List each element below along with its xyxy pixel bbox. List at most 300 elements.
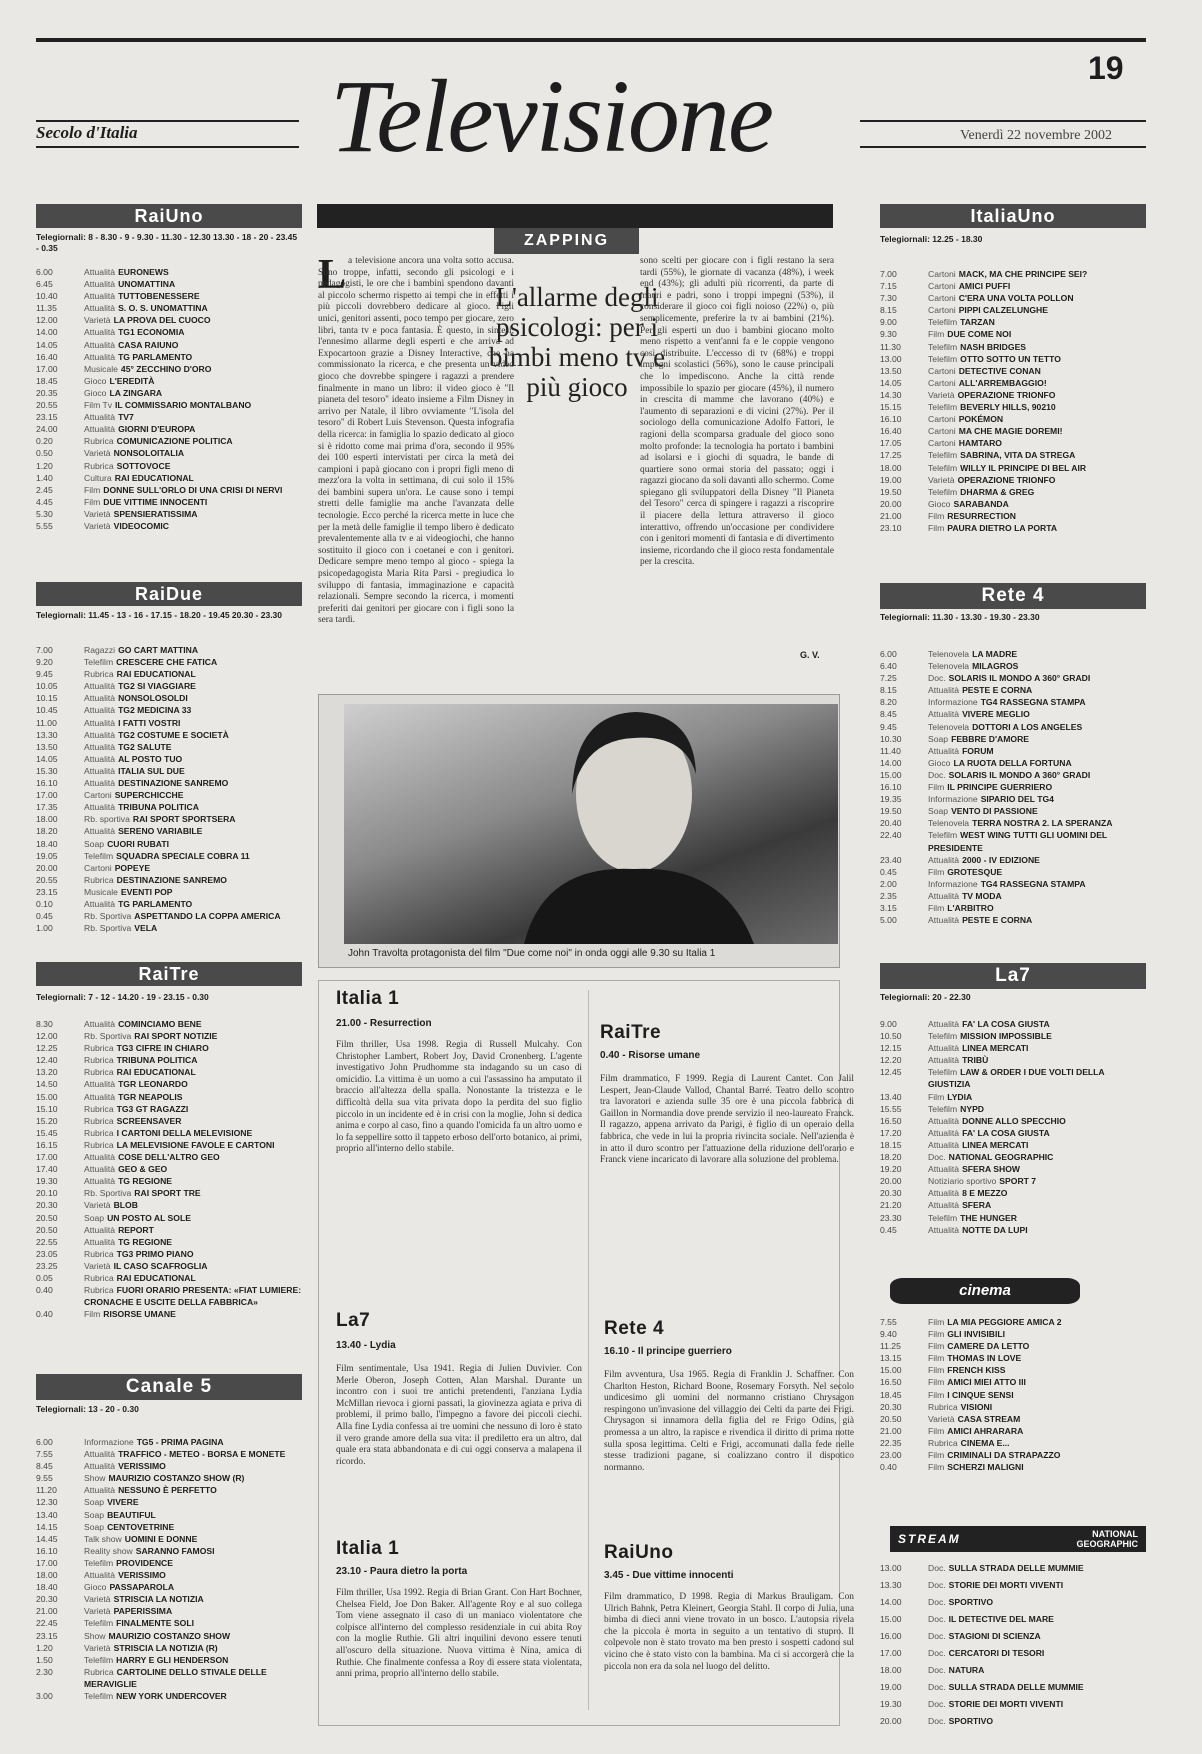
program-time: 14.45 [36, 1533, 58, 1544]
program-title: POKÉMON [958, 414, 1004, 425]
program-time: 17.00 [880, 1648, 902, 1658]
program-time: 7.55 [880, 1317, 897, 1327]
program-genre: Doc. [928, 1614, 946, 1624]
program-row [36, 1018, 302, 1030]
program-row [36, 1308, 302, 1320]
program-genre: Cartoni [928, 365, 956, 376]
program-title: STORIE DEI MORTI VIVENTI [948, 1699, 1064, 1709]
program-time: 20.30 [880, 1188, 902, 1199]
program-row [36, 484, 302, 496]
box4-title: 16.10 - Il principe guerriero [604, 1346, 732, 1357]
program-row [880, 304, 1146, 316]
program-title: AMICI AHRARARA [947, 1425, 1024, 1436]
program-title: NATIONAL GEOGRAPHIC [948, 1152, 1054, 1163]
program-title: FRENCH KISS [947, 1365, 1006, 1376]
program-row [880, 1042, 1146, 1054]
program-genre: Attualità [928, 854, 960, 865]
program-title: VENTO DI PASSIONE [951, 806, 1038, 817]
program-row [880, 1376, 1146, 1388]
program-genre: Cartoni [928, 377, 956, 388]
program-time: 0.45 [880, 866, 897, 877]
program-title: 45° ZECCHINO D'ORO [120, 363, 212, 374]
program-genre: Doc. [928, 1716, 946, 1726]
channel-header-rete4: Rete 4 [880, 583, 1146, 609]
program-row [880, 660, 1146, 672]
program-genre: Doc. [928, 769, 946, 780]
program-time: 20.30 [880, 1401, 902, 1412]
program-genre: Film [928, 866, 945, 877]
program-title: I CARTONI DELLA MELEVISIONE [116, 1127, 253, 1138]
program-title: NONSOLOITALIA [113, 448, 185, 459]
schedule-raiuno [36, 266, 302, 532]
program-title: SPENSIERATISSIMA [113, 508, 198, 519]
program-genre: Attualità [84, 291, 116, 302]
program-genre: Attualità [84, 681, 116, 692]
program-time: 15.00 [880, 1614, 902, 1624]
program-title: TG3 GT RAGAZZI [116, 1103, 189, 1114]
program-time: 11.30 [880, 341, 901, 352]
program-time: 7.00 [36, 645, 53, 655]
program-time: 5.00 [880, 915, 897, 926]
program-row [880, 733, 1146, 745]
program-time: 12.00 [36, 1031, 58, 1042]
program-title: SULLA STRADA DELLE MUMMIE [948, 1682, 1084, 1692]
program-time: 9.45 [880, 721, 897, 732]
program-genre: Varietà [84, 1642, 111, 1653]
program-title: DESTINAZIONE SANREMO [118, 778, 229, 789]
program-row [880, 721, 1146, 733]
program-row [880, 1103, 1146, 1115]
schedule-italiauno [880, 268, 1146, 534]
program-time: 18.00 [880, 1665, 902, 1675]
program-row [880, 817, 1146, 829]
program-genre: Attualità [928, 915, 960, 926]
program-genre: Attualità [928, 1043, 960, 1054]
program-time: 9.30 [880, 329, 897, 340]
schedule-cinema [880, 1316, 1146, 1473]
program-title: LA ZINGARA [109, 387, 163, 398]
program-title: TRIBÙ [962, 1055, 989, 1066]
program-time: 14.30 [880, 389, 902, 400]
program-row [880, 510, 1146, 522]
program-genre: Attualità [84, 705, 116, 716]
program-title: TG3 PRIMO PIANO [116, 1248, 194, 1259]
program-row [36, 1545, 302, 1557]
program-time: 19.05 [36, 850, 58, 861]
program-genre: Attualità [84, 717, 116, 728]
program-row [36, 1557, 302, 1569]
program-genre: Telefilm [928, 1103, 958, 1114]
program-row [880, 1389, 1146, 1401]
program-title: TG2 SALUTE [118, 741, 172, 752]
program-genre: Telefilm [84, 1654, 114, 1665]
program-title: RAI SPORT TRE [134, 1188, 201, 1199]
program-title: TRAFFICO - METEO - BORSA E MONETE [118, 1449, 286, 1460]
program-genre: Varietà [928, 474, 955, 485]
program-title: TGR LEONARDO [118, 1079, 188, 1090]
program-time: 22.35 [880, 1437, 902, 1448]
program-title: MACK, MA CHE PRINCIPE SEI? [958, 269, 1088, 279]
program-time: 15.20 [36, 1115, 58, 1126]
program-title: SPORTIVO [948, 1597, 994, 1607]
program-row [36, 508, 302, 520]
program-time: 14.05 [36, 339, 58, 350]
program-row [36, 1593, 302, 1605]
program-title: TG2 COSTUME E SOCIETÀ [118, 729, 229, 740]
zapping-body-left: a televisione ancora una volta sotto accusa. Sono troppe, infatti, secondo gli psicologi e i pedagogisti, le ore che i bambini spendono davanti al piccolo schermo rispetto ai tempi che in effetti i più piccoli dovrebbero dedicare al gioco. Figli unici, genitori assenti, poco tempo per giocare, zero libri, tanta tv e poca fantasia. È questo, in sintesi, l'ennesimo allarme degli esperti e che arriva ad Expocartoon grazie a Disney Interactive, che ha commissionato la ricerca, e che presenta un video gioco che dovrebbe spingere i ragazzi a prendere finalmente in mano un libro: il video gioco è "Il pianeta del tesoro" ideato insieme a Film Disney in arrivo per Natale, il libro ovviamente "L'isola del tesoro" di Robert Luis Stevenson. Questa infografia della ricerca: in famiglia lo spazio dedicato al gioco si è ridotto come mai prima d'ora, secondo il 95% dei 100 esperti intervistati per circa la metà dei campioni i papà giocano con i propri figli meno di mezz'ora la volta in settimana, di cui solo il 15% dei bambini supera un'ora. Le cause sono i tempi stretti delle famiglie ma anche l'avanzata delle tecnologie. Ecco perché la ricerca mette in luce che per la metà delle famiglie il tempo libero è dedicato prevalentemente alla tv e ai videogiochi, che hanno sostituito il gioco con i coetanei e con i genitori. Dedicare sempre meno tempo al gioco - spiega la psicopedagogista Maria Rita Parsi - pregiudica lo sviluppo di fantasia, immaginazione e capacità relazionali. Sempre secondo la ricerca, i momenti preferiti dai genitori per giocare con i figli sono la sera tardi. [318, 256, 514, 626]
tg-raitre: Telegiornali: 7 - 12 - 14.20 - 19 - 23.15 - 0.30 [36, 992, 209, 1002]
program-genre: Doc. [928, 1665, 946, 1675]
program-title: FUORI ORARIO PRESENTA: «FIAT LUMIERE: CRONACHE E USCITE DELLA FABBRICA» [84, 1285, 302, 1308]
program-genre: Rubrica [84, 1272, 114, 1283]
program-title: NESSUNO È PERFETTO [118, 1485, 217, 1496]
program-genre: Attualità [84, 1176, 116, 1187]
program-title: TG4 RASSEGNA STAMPA [980, 697, 1086, 708]
program-row [880, 413, 1146, 425]
program-title: TG PARLAMENTO [118, 351, 193, 362]
program-genre: Film [928, 1425, 945, 1436]
program-title: SERENO VARIABILE [118, 826, 203, 837]
schedule-rete4 [880, 648, 1146, 926]
page-number: 19 [1088, 50, 1124, 86]
program-genre: Doc. [928, 673, 946, 684]
program-genre: Attualità [928, 1224, 960, 1235]
program-time: 12.30 [36, 1497, 58, 1508]
program-genre: Varietà [84, 1200, 111, 1211]
program-time: 15.00 [880, 1365, 902, 1376]
program-time: 21.00 [36, 1606, 58, 1617]
program-genre: Soap [84, 838, 105, 849]
program-genre: Rubrica [84, 1127, 114, 1138]
program-time: 7.30 [880, 293, 897, 304]
program-title: VELA [134, 923, 158, 934]
program-genre: Rubrica [84, 460, 114, 471]
program-title: ITALIA SUL DUE [118, 765, 185, 776]
program-title: RAI EDUCATIONAL [114, 472, 194, 483]
program-time: 1.00 [36, 923, 53, 934]
program-row [880, 268, 1146, 280]
program-genre: Rubrica [84, 1055, 114, 1066]
program-time: 16.00 [880, 1631, 902, 1641]
program-title: TRIBUNA POLITICA [116, 1055, 198, 1066]
program-row [880, 1163, 1146, 1175]
program-row [880, 1713, 1146, 1730]
program-row [880, 1224, 1146, 1236]
program-row [36, 375, 302, 387]
program-row [880, 1449, 1146, 1461]
program-time: 10.15 [36, 693, 58, 704]
program-row [36, 1569, 302, 1581]
program-time: 23.10 [880, 522, 902, 533]
program-title: VIDEOCOMIC [113, 520, 169, 531]
program-row [880, 474, 1146, 486]
program-time: 7.15 [880, 281, 897, 292]
program-row [880, 353, 1146, 365]
program-genre: Film [928, 902, 945, 913]
program-title: TERRA NOSTRA 2. LA SPERANZA [972, 818, 1113, 829]
program-genre: Film [928, 1377, 945, 1388]
program-genre: Rubrica [84, 1103, 114, 1114]
program-row [36, 363, 302, 375]
program-genre: Cartoni [928, 426, 956, 437]
program-time: 11.00 [36, 717, 57, 728]
program-row [36, 1533, 302, 1545]
box1-channel: Italia 1 [336, 988, 400, 1009]
program-time: 23.40 [880, 854, 902, 865]
tg-la7: Telegiornali: 20 - 22.30 [880, 992, 971, 1002]
program-time: 14.05 [880, 377, 902, 388]
program-row [880, 1696, 1146, 1713]
program-title: ASPETTANDO LA COPPA AMERICA [134, 911, 281, 922]
program-genre: Varietà [84, 508, 111, 519]
program-row [880, 1328, 1146, 1340]
section-title [330, 52, 860, 192]
program-time: 16.40 [880, 426, 902, 437]
program-row [36, 460, 302, 472]
program-time: 13.20 [36, 1067, 58, 1078]
program-genre: Attualità [84, 1224, 116, 1235]
program-row [880, 1413, 1146, 1425]
program-row [36, 1436, 302, 1448]
program-title: TGR NEAPOLIS [118, 1091, 183, 1102]
program-title: CENTOVETRINE [107, 1521, 175, 1532]
program-title: AMICI MIEI ATTO III [947, 1377, 1026, 1388]
program-genre: Film [928, 1341, 945, 1352]
program-row [36, 1496, 302, 1508]
program-time: 20.50 [36, 1212, 58, 1223]
program-genre: Rubrica [84, 874, 114, 885]
program-time: 11.25 [880, 1341, 901, 1352]
program-title: TV MODA [962, 890, 1002, 901]
program-time: 14.50 [36, 1079, 58, 1090]
program-time: 0.20 [36, 436, 53, 447]
program-time: 10.40 [36, 291, 58, 302]
program-title: SOTTOVOCE [116, 460, 171, 471]
program-time: 13.50 [880, 365, 902, 376]
program-genre: Attualità [84, 412, 116, 423]
program-time: 20.55 [36, 874, 58, 885]
program-genre: Soap [84, 1521, 105, 1532]
program-genre: Attualità [84, 327, 116, 338]
program-row [880, 1577, 1146, 1594]
program-row [36, 789, 302, 801]
program-genre: Attualità [84, 1461, 116, 1472]
program-genre: Attualità [84, 279, 116, 290]
program-title: LAW & ORDER I DUE VOLTI DELLA GIUSTIZIA [928, 1067, 1105, 1090]
program-genre: Film [928, 1317, 945, 1327]
program-time: 19.50 [880, 806, 902, 817]
program-row [880, 486, 1146, 498]
program-genre: Rubrica [928, 1437, 958, 1448]
program-title: WEST WING TUTTI GLI UOMINI DEL PRESIDENTE [928, 830, 1108, 853]
program-genre: Rubrica [84, 1285, 114, 1296]
program-title: DOTTORI A LOS ANGELES [972, 721, 1083, 732]
program-row [880, 866, 1146, 878]
program-time: 17.00 [36, 363, 58, 374]
program-time: 11.35 [36, 303, 57, 314]
program-title: IL PRINCIPE GUERRIERO [947, 782, 1053, 793]
program-genre: Ragazzi [84, 645, 116, 655]
channel-header-raitre: RaiTre [36, 962, 302, 986]
program-time: 11.40 [880, 745, 901, 756]
program-time: 17.25 [880, 450, 902, 461]
program-row [36, 351, 302, 363]
program-genre: Doc. [928, 1699, 946, 1709]
program-genre: Telefilm [928, 317, 958, 328]
program-genre: Varietà [84, 315, 111, 326]
program-title: CARTOLINE DELLO STIVALE DELLE MERAVIGLIE [84, 1666, 267, 1689]
program-time: 12.15 [880, 1043, 902, 1054]
program-genre: Telenovela [928, 721, 970, 732]
program-title: RISORSE UMANE [103, 1309, 176, 1320]
program-row [36, 910, 302, 922]
program-genre: Telefilm [928, 353, 958, 364]
program-time: 16.50 [880, 1377, 902, 1388]
program-row [36, 704, 302, 716]
program-title: TUTTOBENESSERE [118, 291, 200, 302]
program-row [880, 341, 1146, 353]
natgeo-logo-text: NATIONAL GEOGRAPHIC [1076, 1529, 1138, 1549]
program-row [880, 1401, 1146, 1413]
program-title: TG2 SI VIAGGIARE [118, 681, 196, 692]
program-row [36, 1272, 302, 1284]
program-title: SQUADRA SPECIALE COBRA 11 [116, 850, 250, 861]
program-row [36, 1642, 302, 1654]
program-title: OPERAZIONE TRIONFO [957, 389, 1056, 400]
program-row [36, 1224, 302, 1236]
program-time: 22.55 [36, 1236, 58, 1247]
program-time: 1.40 [36, 472, 53, 483]
program-time: 21.00 [880, 510, 902, 521]
program-genre: Musicale [84, 886, 118, 897]
program-row [36, 1666, 302, 1690]
program-genre: Reality show [84, 1545, 133, 1556]
program-time: 1.50 [36, 1654, 53, 1665]
program-row [880, 696, 1146, 708]
channel-header-italiauno: ItaliaUno [880, 204, 1146, 228]
program-title: CUORI RUBATI [107, 838, 169, 849]
program-genre: Attualità [84, 1485, 116, 1496]
program-time: 23.05 [36, 1248, 58, 1259]
program-title: EURONEWS [118, 267, 169, 277]
program-genre: Film [928, 510, 945, 521]
program-genre: Rubrica [84, 1043, 114, 1054]
program-genre: Informazione [928, 697, 978, 708]
program-time: 10.30 [880, 733, 902, 744]
box3-body: Film sentimentale, Usa 1941. Regia di Julien Duvivier. Con Merle Oberon, Joseph Cotten, Alan Marshal. Durante un incontro con i suoi tre antichi pretendenti, l'anziana Lydia McMillan rievoca i giorni passati, la giovinezza agiata e priva di problemi, il primo ballo, l'impegno a favore dei piccoli ciechi. Alla fine Lydia confessa ai tre uomini che nessuno di loro è stato il vero grande amore della sua vita: il prediletto era un altro, dal quale era stata abbandonata e di cui oggi conserva a malapena il ricordo. [336, 1364, 582, 1467]
program-genre: Informazione [928, 794, 978, 805]
program-genre: Attualità [84, 898, 116, 909]
program-title: HAMTARO [958, 438, 1002, 449]
program-title: MAURIZIO COSTANZO SHOW (R) [108, 1473, 245, 1484]
program-row [36, 692, 302, 704]
program-title: DONNE ALLO SPECCHIO [962, 1115, 1066, 1126]
program-time: 20.30 [36, 1594, 58, 1605]
program-row [36, 922, 302, 934]
program-title: GROTESQUE [947, 866, 1003, 877]
program-time: 9.00 [880, 1019, 897, 1029]
program-genre: Show [84, 1473, 106, 1484]
program-row [36, 874, 302, 886]
program-row [36, 1248, 302, 1260]
program-title: PAURA DIETRO LA PORTA [947, 522, 1058, 533]
program-title: PAPERISSIMA [113, 1606, 173, 1617]
program-row [36, 387, 302, 399]
program-row [880, 1175, 1146, 1187]
program-genre: Soap [84, 1212, 105, 1223]
program-time: 18.20 [880, 1152, 902, 1163]
program-genre: Cartoni [928, 438, 956, 449]
program-title: FINALMENTE SOLI [116, 1618, 194, 1629]
program-row [880, 793, 1146, 805]
box3-title: 13.40 - Lydia [336, 1340, 396, 1351]
program-title: I FATTI VOSTRI [118, 717, 181, 728]
program-time: 3.15 [880, 902, 897, 913]
program-time: 14.00 [880, 1597, 902, 1607]
program-row [880, 328, 1146, 340]
program-title: TG4 RASSEGNA STAMPA [980, 878, 1086, 889]
program-title: FA' LA COSA GIUSTA [962, 1127, 1050, 1138]
program-title: DHARMA & GREG [960, 486, 1035, 497]
program-row [36, 1199, 302, 1211]
program-row [36, 339, 302, 351]
program-time: 9.00 [880, 317, 897, 328]
program-genre: Rubrica [84, 436, 114, 447]
program-title: SFERA SHOW [962, 1164, 1020, 1175]
program-time: 6.00 [880, 649, 897, 659]
channel-header-raiuno: RaiUno [36, 204, 302, 228]
program-row [36, 520, 302, 532]
program-genre: Attualità [928, 1164, 960, 1175]
schedule-raitre [36, 1018, 302, 1320]
program-title: CINEMA E... [960, 1437, 1010, 1448]
program-time: 13.00 [880, 1563, 902, 1573]
program-title: TV7 [118, 412, 134, 423]
program-time: 20.00 [36, 862, 58, 873]
program-title: STRISCIA LA NOTIZIA [113, 1594, 204, 1605]
program-time: 18.00 [880, 462, 902, 473]
program-title: LINEA MERCATI [962, 1043, 1029, 1054]
program-title: MISSION IMPOSSIBLE [960, 1031, 1052, 1042]
program-genre: Attualità [84, 693, 116, 704]
program-genre: Gioco [928, 498, 951, 509]
program-row [36, 898, 302, 910]
program-row [36, 1212, 302, 1224]
program-time: 15.55 [880, 1103, 902, 1114]
program-genre: Film [84, 496, 101, 507]
program-title: IL COMMISSARIO MONTALBANO [115, 400, 252, 411]
program-time: 18.20 [36, 826, 58, 837]
channel-header-raidue: RaiDue [36, 582, 302, 606]
program-row [880, 365, 1146, 377]
program-row [36, 777, 302, 789]
program-title: TG5 - PRIMA PAGINA [136, 1437, 224, 1447]
program-title: BEAUTIFUL [107, 1509, 156, 1520]
box6-body: Film drammatico, D 1998. Regia di Markus Brauligam. Con Ulrich Bahnk, Petra Kleinert, Georgia Stahl. Il corpo di Julia, una bimba di dieci anni viene trovato in un bosco. L'autopsia rivela che la piccola è morta in seguito a un tentativo di stupro. Il colpevole non è stato trovato ma ben presto i sospetti cadono sul vicino che è stato visto con la bambina. Ma ci si accorgerà che la piccola non era da sola nel luogo del delitto. [604, 1592, 854, 1672]
program-time: 17.05 [880, 438, 902, 449]
program-genre: Telefilm [84, 1690, 114, 1701]
program-time: 6.45 [36, 279, 53, 290]
program-genre: Telefilm [928, 402, 958, 413]
program-title: LA RUOTA DELLA FORTUNA [953, 757, 1072, 768]
program-time: 16.40 [36, 351, 58, 362]
program-genre: Attualità [84, 729, 116, 740]
program-title: L'ARBITRO [947, 902, 994, 913]
program-time: 10.45 [36, 705, 58, 716]
program-title: NASH BRIDGES [960, 341, 1027, 352]
program-row [880, 1364, 1146, 1376]
program-time: 18.40 [36, 1582, 58, 1593]
